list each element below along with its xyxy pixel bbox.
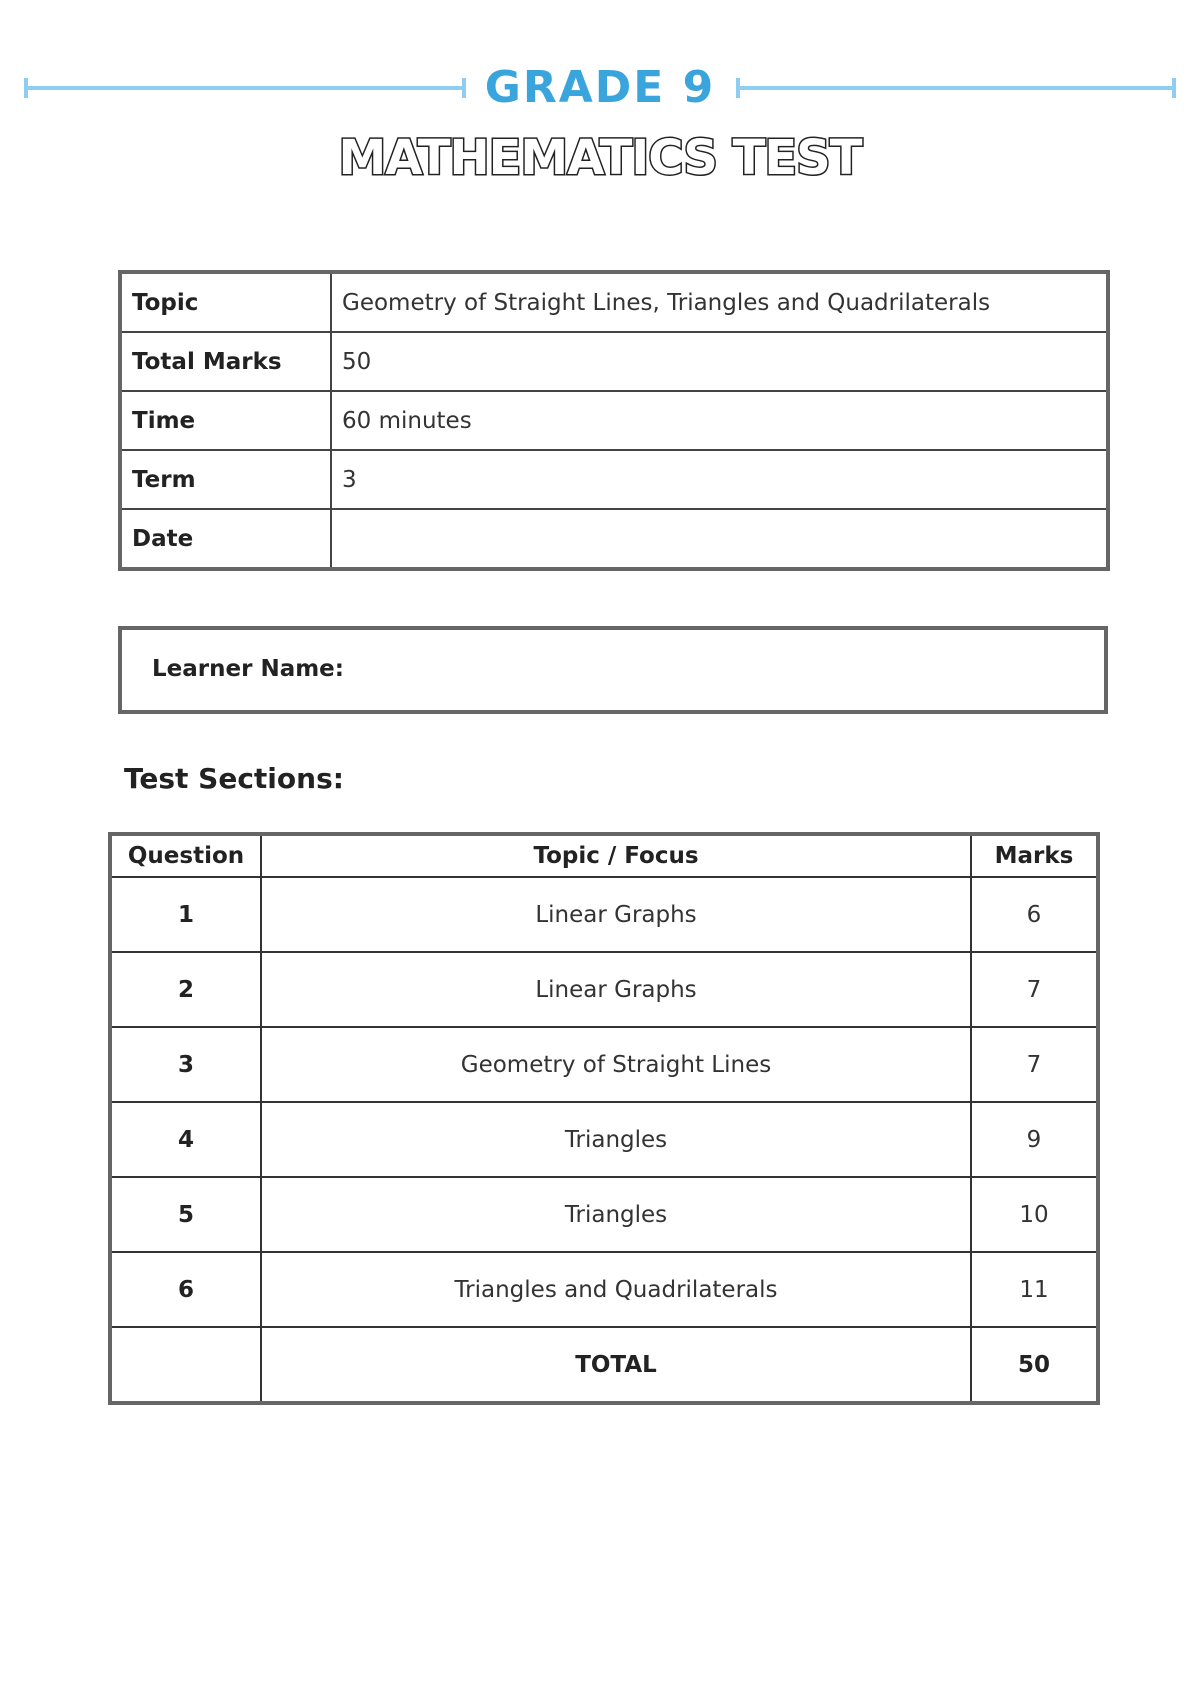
question-number: 4 [110, 1102, 261, 1177]
question-topic: Linear Graphs [261, 952, 971, 1027]
info-label: Topic [120, 272, 331, 332]
info-label: Total Marks [120, 332, 331, 391]
total-marks: 50 [971, 1327, 1098, 1403]
question-marks: 11 [971, 1252, 1098, 1327]
column-header-topic: Topic / Focus [261, 834, 971, 877]
table-row [110, 1027, 1098, 1102]
question-number: 5 [110, 1177, 261, 1252]
info-row-topic [120, 272, 1108, 332]
table-row [110, 1252, 1098, 1327]
total-label: TOTAL [261, 1327, 971, 1403]
info-label: Term [120, 450, 331, 509]
total-empty-cell [110, 1327, 261, 1403]
question-number: 6 [110, 1252, 261, 1327]
table-row [110, 952, 1098, 1027]
info-value: 60 minutes [331, 391, 1108, 450]
question-marks: 7 [971, 1027, 1098, 1102]
info-value: 3 [331, 450, 1108, 509]
question-number: 3 [110, 1027, 261, 1102]
info-label: Time [120, 391, 331, 450]
learner-name-field[interactable] [118, 626, 1108, 714]
grade-title: GRADE 9 [484, 62, 716, 113]
info-row-time [120, 391, 1108, 450]
question-number: 2 [110, 952, 261, 1027]
question-marks: 7 [971, 952, 1098, 1027]
table-row [110, 877, 1098, 952]
info-row-date [120, 509, 1108, 569]
question-topic: Linear Graphs [261, 877, 971, 952]
total-row [110, 1327, 1098, 1403]
question-marks: 6 [971, 877, 1098, 952]
header-rule-right-cap [1172, 78, 1176, 98]
column-header-question: Question [110, 834, 261, 877]
test-sections-heading: Test Sections: [124, 762, 344, 795]
header-rule-right [736, 86, 1176, 90]
learner-name-label: Learner Name: [152, 656, 344, 682]
test-sections-table [108, 832, 1100, 1405]
info-value: 50 [331, 332, 1108, 391]
test-title: MATHEMATICS TEST [338, 130, 862, 186]
question-topic: Geometry of Straight Lines [261, 1027, 971, 1102]
question-marks: 10 [971, 1177, 1098, 1252]
question-topic: Triangles [261, 1102, 971, 1177]
info-label: Date [120, 509, 331, 569]
date-field[interactable] [331, 509, 1108, 569]
test-info-table [118, 270, 1110, 571]
question-number: 1 [110, 877, 261, 952]
info-row-total-marks [120, 332, 1108, 391]
column-header-marks: Marks [971, 834, 1098, 877]
info-row-term [120, 450, 1108, 509]
question-marks: 9 [971, 1102, 1098, 1177]
question-topic: Triangles and Quadrilaterals [261, 1252, 971, 1327]
table-row [110, 1102, 1098, 1177]
table-header-row [110, 834, 1098, 877]
table-row [110, 1177, 1098, 1252]
info-value: Geometry of Straight Lines, Triangles and Quadrilaterals [331, 272, 1108, 332]
question-topic: Triangles [261, 1177, 971, 1252]
